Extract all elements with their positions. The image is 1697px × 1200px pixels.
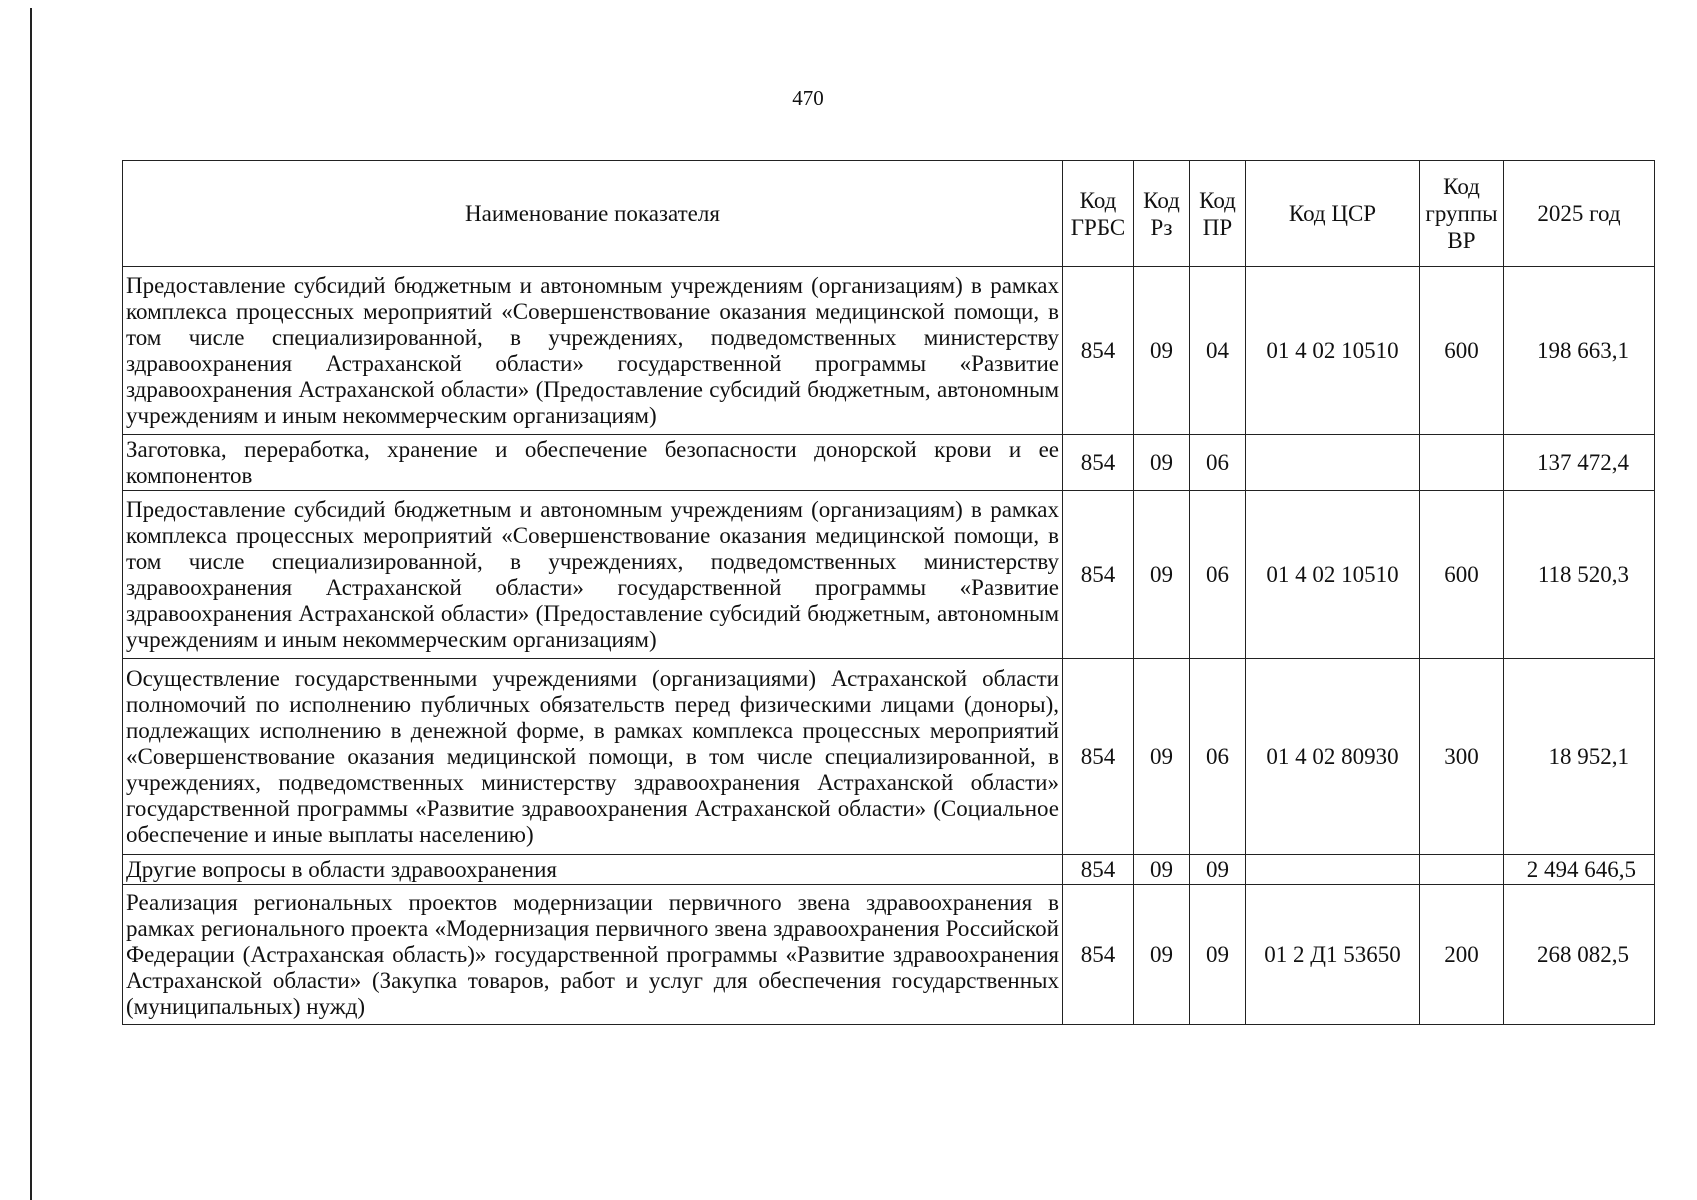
row-amount: 18 952,1 [1504, 659, 1655, 855]
row-csr [1246, 435, 1420, 491]
header-year: 2025 год [1504, 161, 1655, 267]
header-vr: Код группы ВР [1420, 161, 1504, 267]
row-name: Реализация региональных проектов модернизации первичного звена здравоохранения в рамках регионального проекта «Модернизация первичного звена здравоохранения Российской Федерации (Астраханская область)» государственной программы «Развитие здравоохранения Астраханской области» (Закупка товаров, работ и услуг для обеспечения государственных (муниципальных) нужд) [123, 885, 1063, 1025]
row-amount: 137 472,4 [1504, 435, 1655, 491]
row-pr: 04 [1190, 267, 1246, 435]
table-row [123, 885, 1655, 1025]
row-csr: 01 2 Д1 53650 [1246, 885, 1420, 1025]
row-pr: 06 [1190, 435, 1246, 491]
row-pr: 09 [1190, 855, 1246, 885]
row-rz: 09 [1134, 855, 1190, 885]
row-amount: 2 494 646,5 [1504, 855, 1655, 885]
row-grbs: 854 [1063, 885, 1134, 1025]
row-csr: 01 4 02 80930 [1246, 659, 1420, 855]
row-vr: 600 [1420, 267, 1504, 435]
page-number: 470 [792, 86, 824, 110]
row-grbs: 854 [1063, 659, 1134, 855]
row-pr: 06 [1190, 491, 1246, 659]
row-vr: 300 [1420, 659, 1504, 855]
row-name: Заготовка, переработка, хранение и обеспечение безопасности донорской крови и ее компонентов [123, 435, 1063, 491]
table-row [123, 855, 1655, 885]
header-rz: Код Рз [1134, 161, 1190, 267]
row-pr: 09 [1190, 885, 1246, 1025]
row-amount: 268 082,5 [1504, 885, 1655, 1025]
table-header-row [123, 161, 1655, 267]
header-grbs: Код ГРБС [1063, 161, 1134, 267]
row-vr: 200 [1420, 885, 1504, 1025]
row-amount: 198 663,1 [1504, 267, 1655, 435]
row-csr [1246, 855, 1420, 885]
budget-table [122, 160, 1655, 1025]
row-vr: 600 [1420, 491, 1504, 659]
table-row [123, 659, 1655, 855]
row-rz: 09 [1134, 435, 1190, 491]
table-row [123, 435, 1655, 491]
row-grbs: 854 [1063, 267, 1134, 435]
row-name: Предоставление субсидий бюджетным и автономным учреждениям (организациям) в рамках комплекса процессных мероприятий «Совершенствование оказания медицинской помощи, в том числе специализированной, в учреждениях, подведомственных министерству здравоохранения Астраханской области» государственной программы «Развитие здравоохранения Астраханской области» (Предоставление субсидий бюджетным, автономным учреждениям и иным некоммерческим организациям) [123, 491, 1063, 659]
row-rz: 09 [1134, 659, 1190, 855]
row-pr: 06 [1190, 659, 1246, 855]
row-amount: 118 520,3 [1504, 491, 1655, 659]
row-vr [1420, 435, 1504, 491]
page-binding-line [30, 8, 32, 1200]
row-name: Другие вопросы в области здравоохранения [123, 855, 1063, 885]
row-grbs: 854 [1063, 491, 1134, 659]
table-row [123, 267, 1655, 435]
row-name: Осуществление государственными учреждениями (организациями) Астраханской области полномочий по исполнению публичных обязательств перед физическими лицами (доноры), подлежащих исполнению в денежной форме, в рамках комплекса процессных мероприятий «Совершенствование оказания медицинской помощи, в том числе специализированной, в учреждениях, подведомственных министерству здравоохранения Астраханской области» государственной программы «Развитие здравоохранения Астраханской области» (Социальное обеспечение и иные выплаты населению) [123, 659, 1063, 855]
header-csr: Код ЦСР [1246, 161, 1420, 267]
row-rz: 09 [1134, 267, 1190, 435]
row-csr: 01 4 02 10510 [1246, 491, 1420, 659]
row-name: Предоставление субсидий бюджетным и автономным учреждениям (организациям) в рамках комплекса процессных мероприятий «Совершенствование оказания медицинской помощи, в том числе специализированной, в учреждениях, подведомственных министерству здравоохранения Астраханской области» государственной программы «Развитие здравоохранения Астраханской области» (Предоставление субсидий бюджетным, автономным учреждениям и иным некоммерческим организациям) [123, 267, 1063, 435]
table-row [123, 491, 1655, 659]
header-pr: Код ПР [1190, 161, 1246, 267]
row-vr [1420, 855, 1504, 885]
row-rz: 09 [1134, 491, 1190, 659]
header-name: Наименование показателя [123, 161, 1063, 267]
row-rz: 09 [1134, 885, 1190, 1025]
row-grbs: 854 [1063, 855, 1134, 885]
row-csr: 01 4 02 10510 [1246, 267, 1420, 435]
row-grbs: 854 [1063, 435, 1134, 491]
